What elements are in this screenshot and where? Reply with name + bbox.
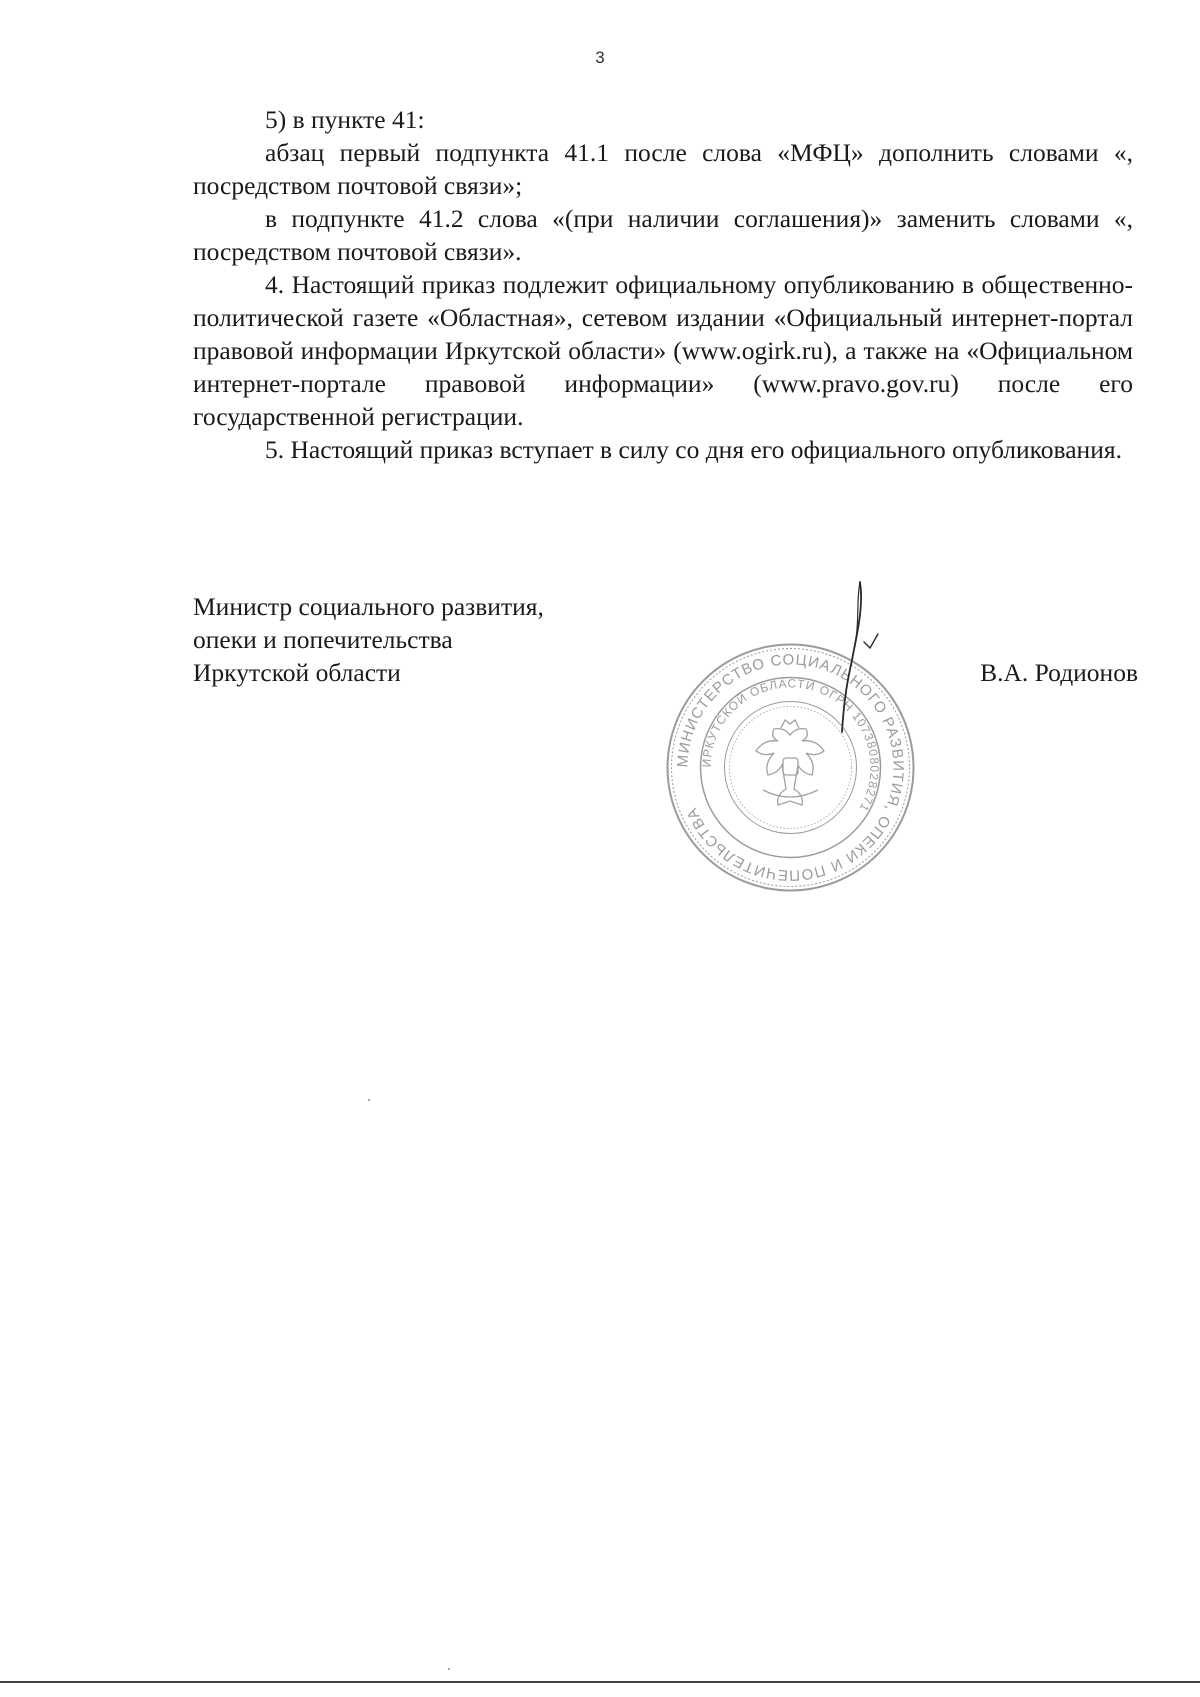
scan-artifact [448,1668,450,1670]
paragraph-publication: 4. Настоящий приказ подлежит официальному опубликованию в общественно-политической газете «Областная», сетевом издании «Официальный интернет-портал правовой информации Иркутской области» (www.ogirk.ru), а также на «Официальном интернет-портале правовой информации» (www.pravo.gov.ru) после его государственной регистрации. [193,270,1133,431]
paragraph-subpoint-41-1: абзац первый подпункта 41.1 после слова «МФЦ» дополнить словами «, посредством почтовой связи»; [193,138,1133,200]
signer-title-line: Иркутской области [193,658,401,687]
scan-edge-line [0,1681,1200,1683]
seal-emblem [756,720,824,805]
paragraph-item-5-header: 5) в пункте 41: [265,105,425,134]
signer-title-line: Министр социального развития, [193,592,544,621]
handwritten-signature [838,578,898,738]
scan-artifact [368,1099,370,1101]
seal-inner-text: ИРКУТСКОЙ ОБЛАСТИ ОГРН 1073808028271 [699,676,882,815]
signer-title [193,590,544,689]
signer-title-line: опеки и попечительства [193,625,453,654]
page-number: 3 [595,48,605,67]
seal-outer-text: МИНИСТЕРСТВО СОЦИАЛЬНОГО РАЗВИТИЯ, ОПЕКИ И ПОПЕЧИТЕЛЬСТВА [674,651,907,884]
document-body [193,103,1133,466]
paragraph-entry-into-force: 5. Настоящий приказ вступает в силу со дня его официального опубликования. [265,435,1122,464]
paragraph-subpoint-41-2: в подпункте 41.2 слова «(при наличии соглашения)» заменить словами «, посредством почтовой связи». [193,204,1133,266]
signer-name: В.А. Родионов [980,658,1138,687]
